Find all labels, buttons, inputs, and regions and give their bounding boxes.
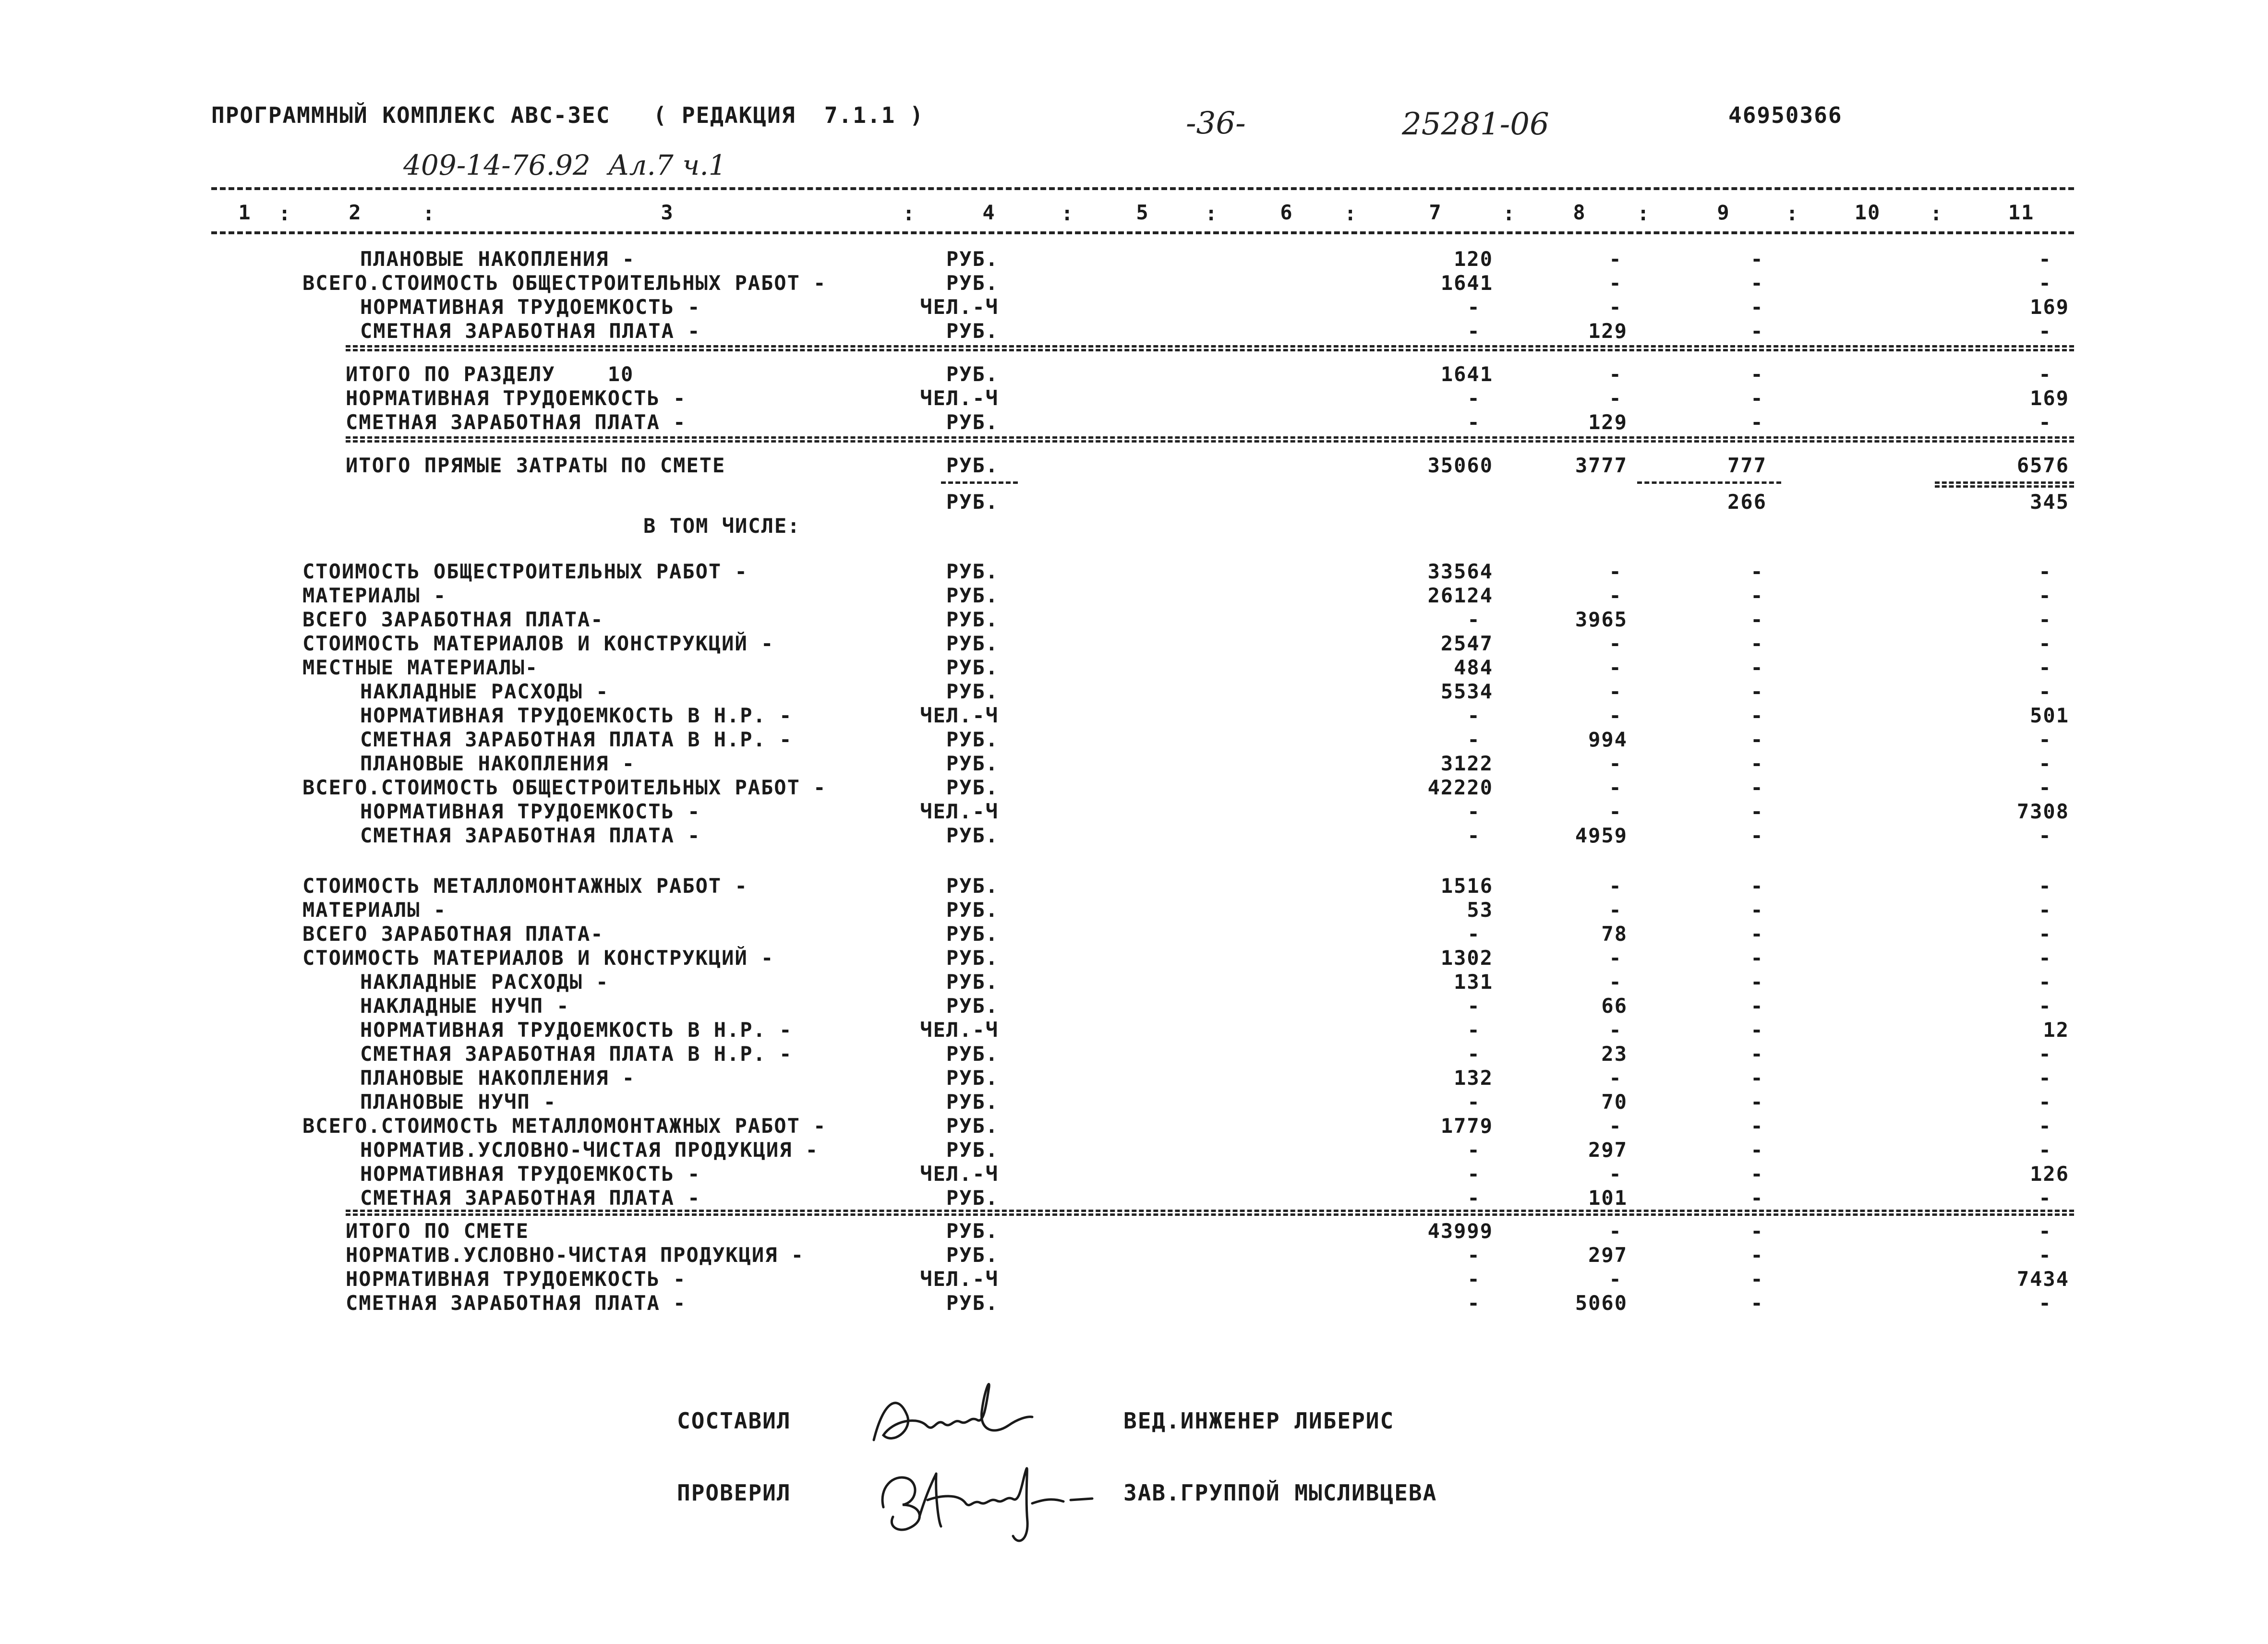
row-unit: ЧЕЛ.-Ч bbox=[920, 1267, 999, 1291]
cell-col11-dash: - bbox=[2039, 584, 2052, 607]
cell-col11-dash: - bbox=[2039, 898, 2052, 922]
row-unit: РУБ. bbox=[946, 1186, 999, 1210]
cell-col7-dash: - bbox=[1467, 295, 1481, 319]
cell-col11-dash: - bbox=[2039, 946, 2052, 970]
row-label: СТОИМОСТЬ ОБЩЕСТРОИТЕЛЬНЫХ РАБОТ - bbox=[302, 560, 748, 583]
row-unit: РУБ. bbox=[946, 728, 999, 751]
cell-col11-dash: - bbox=[2039, 728, 2052, 751]
row-unit: РУБ. bbox=[946, 1219, 999, 1243]
row-unit: РУБ. bbox=[946, 319, 999, 343]
row-label: ПЛАНОВЫЕ НАКОПЛЕНИЯ - bbox=[360, 752, 636, 775]
cell-col11-dash: - bbox=[2039, 970, 2052, 994]
row-unit: РУБ. bbox=[946, 1291, 999, 1315]
row-unit: РУБ. bbox=[946, 454, 999, 477]
cell-col11: 169 bbox=[2030, 386, 2069, 410]
row-label: ПЛАНОВЫЕ НАКОПЛЕНИЯ - bbox=[360, 247, 636, 271]
row-unit: ЧЕЛ.-Ч bbox=[920, 295, 999, 319]
cell-col11: 169 bbox=[2030, 295, 2069, 319]
row-label: НОРМАТИВНАЯ ТРУДОЕМКОСТЬ - bbox=[346, 1267, 687, 1291]
row-label: СТОИМОСТЬ МАТЕРИАЛОВ И КОНСТРУКЦИЙ - bbox=[302, 946, 774, 970]
cell-col8: 3777 bbox=[1575, 454, 1628, 477]
subtotal-rule-col9 bbox=[1637, 481, 1781, 484]
cell-col11-dash: - bbox=[2039, 922, 2052, 946]
cell-col8-dash: - bbox=[1609, 946, 1622, 970]
column-number: 8 bbox=[1573, 201, 1586, 224]
cell-col11-dash: - bbox=[2039, 776, 2052, 799]
row-label: ПЛАНОВЫЕ НАКОПЛЕНИЯ - bbox=[360, 1066, 636, 1090]
cell-col9-dash: - bbox=[1750, 247, 1764, 271]
cell-col8-dash: - bbox=[1609, 632, 1622, 655]
row-unit: РУБ. bbox=[946, 271, 999, 295]
cell-col9-dash: - bbox=[1750, 560, 1764, 583]
cell-col11-dash: - bbox=[2039, 1186, 2052, 1210]
cell-col8-dash: - bbox=[1609, 970, 1622, 994]
column-separator: : bbox=[422, 202, 436, 225]
cell-col7: 1302 bbox=[1440, 946, 1493, 970]
row-label: ВСЕГО.СТОИМОСТЬ ОБЩЕСТРОИТЕЛЬНЫХ РАБОТ - bbox=[302, 776, 827, 799]
cell-col9-dash: - bbox=[1750, 1138, 1764, 1162]
row-label: СМЕТНАЯ ЗАРАБОТНАЯ ПЛАТА В Н.Р. - bbox=[360, 1042, 793, 1066]
column-number: 9 bbox=[1717, 201, 1730, 224]
cell-col9-dash: - bbox=[1750, 1243, 1764, 1267]
subtotal-rule-col11 bbox=[1935, 481, 2074, 484]
cell-col7: 33564 bbox=[1427, 560, 1493, 583]
cell-col9-dash: - bbox=[1750, 898, 1764, 922]
row-label: СМЕТНАЯ ЗАРАБОТНАЯ ПЛАТА - bbox=[360, 1186, 701, 1210]
project-reference: 409-14-76.92 Ал.7 ч.1 bbox=[403, 149, 726, 181]
cell-col8: 78 bbox=[1601, 922, 1628, 946]
cell-col11-dash: - bbox=[2039, 1066, 2052, 1090]
cell-col7-dash: - bbox=[1467, 319, 1481, 343]
row-label: НАКЛАДНЫЕ РАСХОДЫ - bbox=[360, 680, 609, 703]
row-label: НОРМАТИВНАЯ ТРУДОЕМКОСТЬ - bbox=[346, 386, 687, 410]
group-rule-double bbox=[346, 1213, 2074, 1216]
cell-col11-dash: - bbox=[2039, 1090, 2052, 1114]
cell-col7-dash: - bbox=[1467, 1138, 1481, 1162]
cell-col11-dash: - bbox=[2039, 608, 2052, 631]
row-unit: РУБ. bbox=[946, 994, 999, 1018]
cell-col8-dash: - bbox=[1609, 386, 1622, 410]
cell-col9-dash: - bbox=[1750, 874, 1764, 898]
cell-col7: 131 bbox=[1454, 970, 1493, 994]
row-label: СМЕТНАЯ ЗАРАБОТНАЯ ПЛАТА - bbox=[360, 319, 701, 343]
cell-col8-dash: - bbox=[1609, 874, 1622, 898]
subtotal-col11: 345 bbox=[2030, 490, 2069, 514]
cell-col7-dash: - bbox=[1467, 800, 1481, 823]
cell-col7-dash: - bbox=[1467, 410, 1481, 434]
cell-col8-dash: - bbox=[1609, 800, 1622, 823]
row-unit: РУБ. bbox=[946, 946, 999, 970]
row-label: НОРМАТИВНАЯ ТРУДОЕМКОСТЬ - bbox=[360, 800, 701, 823]
row-label: МАТЕРИАЛЫ - bbox=[302, 584, 447, 607]
row-unit: РУБ. bbox=[946, 1066, 999, 1090]
cell-col8-dash: - bbox=[1609, 704, 1622, 727]
cell-col7: 53 bbox=[1467, 898, 1493, 922]
cell-col7-dash: - bbox=[1467, 1018, 1481, 1042]
header-rule-bottom bbox=[211, 231, 2074, 234]
row-unit: РУБ. bbox=[946, 922, 999, 946]
cell-col8-dash: - bbox=[1609, 1018, 1622, 1042]
cell-col7: 3122 bbox=[1440, 752, 1493, 775]
column-number: 7 bbox=[1429, 201, 1442, 224]
column-separator: : bbox=[1930, 202, 1943, 225]
column-number: 3 bbox=[661, 201, 674, 224]
cell-col7: 35060 bbox=[1427, 454, 1493, 477]
signature-compiled bbox=[864, 1373, 1037, 1459]
cell-col11-dash: - bbox=[2039, 1114, 2052, 1138]
cell-col11-dash: - bbox=[2039, 362, 2052, 386]
cell-col9-dash: - bbox=[1750, 776, 1764, 799]
cell-col9-dash: - bbox=[1750, 386, 1764, 410]
column-number: 2 bbox=[349, 201, 362, 224]
row-label: НАКЛАДНЫЕ РАСХОДЫ - bbox=[360, 970, 609, 994]
cell-col9-dash: - bbox=[1750, 752, 1764, 775]
row-label: ПЛАНОВЫЕ НУЧП - bbox=[360, 1090, 557, 1114]
cell-col9-dash: - bbox=[1750, 295, 1764, 319]
cell-col11-dash: - bbox=[2039, 632, 2052, 655]
cell-col8: 66 bbox=[1601, 994, 1628, 1018]
row-label: СМЕТНАЯ ЗАРАБОТНАЯ ПЛАТА - bbox=[360, 824, 701, 847]
row-label: ИТОГО ПРЯМЫЕ ЗАТРАТЫ ПО СМЕТЕ bbox=[346, 454, 726, 477]
cell-col8-dash: - bbox=[1609, 680, 1622, 703]
cell-col11-dash: - bbox=[2039, 1219, 2052, 1243]
cell-col9-dash: - bbox=[1750, 1066, 1764, 1090]
cell-col7: 120 bbox=[1454, 247, 1493, 271]
row-unit: РУБ. bbox=[946, 752, 999, 775]
cell-col7: 43999 bbox=[1427, 1219, 1493, 1243]
cell-col11: 12 bbox=[2043, 1018, 2069, 1042]
cell-col7-dash: - bbox=[1467, 1186, 1481, 1210]
cell-col9-dash: - bbox=[1750, 1090, 1764, 1114]
row-unit: ЧЕЛ.-Ч bbox=[920, 800, 999, 823]
cell-col9-dash: - bbox=[1750, 584, 1764, 607]
column-separator: : bbox=[1503, 202, 1516, 225]
cell-col9-dash: - bbox=[1750, 728, 1764, 751]
column-number: 6 bbox=[1280, 201, 1293, 224]
cell-col8: 23 bbox=[1601, 1042, 1628, 1066]
cell-col8-dash: - bbox=[1609, 1114, 1622, 1138]
row-label: СМЕТНАЯ ЗАРАБОТНАЯ ПЛАТА - bbox=[346, 1291, 687, 1315]
cell-col9-dash: - bbox=[1750, 1291, 1764, 1315]
cell-col11-dash: - bbox=[2039, 560, 2052, 583]
row-unit: ЧЕЛ.-Ч bbox=[920, 704, 999, 727]
row-unit: ЧЕЛ.-Ч bbox=[920, 1018, 999, 1042]
cell-col9-dash: - bbox=[1750, 608, 1764, 631]
row-label: МЕСТНЫЕ МАТЕРИАЛЫ- bbox=[302, 656, 539, 679]
row-unit: РУБ. bbox=[946, 776, 999, 799]
cell-col11-dash: - bbox=[2039, 680, 2052, 703]
cell-col7-dash: - bbox=[1467, 922, 1481, 946]
section-rule-double bbox=[346, 349, 2074, 351]
cell-col7: 1641 bbox=[1440, 362, 1493, 386]
cell-col8: 297 bbox=[1588, 1243, 1628, 1267]
cell-col9-dash: - bbox=[1750, 1018, 1764, 1042]
subtotal-col9: 266 bbox=[1727, 490, 1767, 514]
row-unit: РУБ. bbox=[946, 1138, 999, 1162]
cell-col7-dash: - bbox=[1467, 1042, 1481, 1066]
cell-col11-dash: - bbox=[2039, 656, 2052, 679]
cell-col8: 101 bbox=[1588, 1186, 1628, 1210]
row-label: НОРМАТИВНАЯ ТРУДОЕМКОСТЬ - bbox=[360, 1162, 701, 1186]
cell-col9-dash: - bbox=[1750, 1267, 1764, 1291]
cell-col7-dash: - bbox=[1467, 824, 1481, 847]
compiled-by: ВЕД.ИНЖЕНЕР ЛИБЕРИС bbox=[1123, 1408, 1395, 1434]
cell-col9-dash: - bbox=[1750, 362, 1764, 386]
subtotal-rule-col11b bbox=[1935, 485, 2074, 488]
row-unit: ЧЕЛ.-Ч bbox=[920, 386, 999, 410]
row-unit: РУБ. bbox=[946, 874, 999, 898]
column-separator: : bbox=[1344, 202, 1358, 225]
cell-col7-dash: - bbox=[1467, 704, 1481, 727]
cell-col11-dash: - bbox=[2039, 1138, 2052, 1162]
row-unit: РУБ. bbox=[946, 362, 999, 386]
cell-col8: 4959 bbox=[1575, 824, 1628, 847]
cell-col7: 132 bbox=[1454, 1066, 1493, 1090]
row-label: СМЕТНАЯ ЗАРАБОТНАЯ ПЛАТА - bbox=[346, 410, 687, 434]
column-number: 11 bbox=[2008, 201, 2035, 224]
cell-col8-dash: - bbox=[1609, 1267, 1622, 1291]
cell-col11-dash: - bbox=[2039, 1291, 2052, 1315]
cell-col8: 994 bbox=[1588, 728, 1628, 751]
cell-col11: 7434 bbox=[2016, 1267, 2069, 1291]
cell-col9-dash: - bbox=[1750, 319, 1764, 343]
cell-col7-dash: - bbox=[1467, 994, 1481, 1018]
cell-col7-dash: - bbox=[1467, 386, 1481, 410]
column-separator: : bbox=[278, 202, 292, 225]
cell-col11: 126 bbox=[2030, 1162, 2069, 1186]
cell-col8: 3965 bbox=[1575, 608, 1628, 631]
column-separator: : bbox=[1205, 202, 1218, 225]
row-label: СТОИМОСТЬ МЕТАЛЛОМОНТАЖНЫХ РАБОТ - bbox=[302, 874, 748, 898]
row-unit: РУБ. bbox=[946, 608, 999, 631]
cell-col9-dash: - bbox=[1750, 994, 1764, 1018]
row-label: НАКЛАДНЫЕ НУЧП - bbox=[360, 994, 570, 1018]
cell-col7-dash: - bbox=[1467, 1267, 1481, 1291]
column-separator: : bbox=[1637, 202, 1651, 225]
row-label: ВСЕГО ЗАРАБОТНАЯ ПЛАТА- bbox=[302, 608, 604, 631]
checked-label: ПРОВЕРИЛ bbox=[677, 1480, 791, 1506]
section-rule bbox=[346, 345, 2074, 348]
cell-col9-dash: - bbox=[1750, 1114, 1764, 1138]
cell-col9-dash: - bbox=[1750, 1219, 1764, 1243]
row-unit: РУБ. bbox=[946, 824, 999, 847]
row-label: СМЕТНАЯ ЗАРАБОТНАЯ ПЛАТА В Н.Р. - bbox=[360, 728, 793, 751]
cell-col9-dash: - bbox=[1750, 800, 1764, 823]
cell-col7-dash: - bbox=[1467, 1162, 1481, 1186]
cell-col8-dash: - bbox=[1609, 1162, 1622, 1186]
subtotal-unit: РУБ. bbox=[946, 490, 999, 514]
cell-col9-dash: - bbox=[1750, 656, 1764, 679]
subtotal-rule-unit bbox=[941, 481, 1018, 484]
row-unit: РУБ. bbox=[946, 656, 999, 679]
cell-col7: 1779 bbox=[1440, 1114, 1493, 1138]
row-label: ИТОГО ПО РАЗДЕЛУ 10 bbox=[346, 362, 634, 386]
row-label: ВСЕГО.СТОИМОСТЬ ОБЩЕСТРОИТЕЛЬНЫХ РАБОТ - bbox=[302, 271, 827, 295]
row-label: НОРМАТИВ.УСЛОВНО-ЧИСТАЯ ПРОДУКЦИЯ - bbox=[360, 1138, 819, 1162]
cell-col9-dash: - bbox=[1750, 271, 1764, 295]
cell-col9: 777 bbox=[1727, 454, 1767, 477]
cell-col8: 129 bbox=[1588, 319, 1628, 343]
checked-by: ЗАВ.ГРУППОЙ МЫСЛИВЦЕВА bbox=[1123, 1480, 1437, 1506]
row-unit: РУБ. bbox=[946, 898, 999, 922]
in-that-number-label: В ТОМ ЧИСЛЕ: bbox=[643, 514, 801, 538]
cell-col11-dash: - bbox=[2039, 410, 2052, 434]
row-unit: РУБ. bbox=[946, 1114, 999, 1138]
row-label: НОРМАТИВНАЯ ТРУДОЕМКОСТЬ - bbox=[360, 295, 701, 319]
cell-col7: 5534 bbox=[1440, 680, 1493, 703]
cell-col9-dash: - bbox=[1750, 946, 1764, 970]
cell-col11-dash: - bbox=[2039, 319, 2052, 343]
cell-col8-dash: - bbox=[1609, 776, 1622, 799]
row-label: НОРМАТИВНАЯ ТРУДОЕМКОСТЬ В Н.Р. - bbox=[360, 1018, 793, 1042]
cell-col11-dash: - bbox=[2039, 271, 2052, 295]
cell-col7: 42220 bbox=[1427, 776, 1493, 799]
cell-col7: 26124 bbox=[1427, 584, 1493, 607]
cell-col8-dash: - bbox=[1609, 271, 1622, 295]
cell-col9-dash: - bbox=[1750, 632, 1764, 655]
doc-number: 25281-06 bbox=[1402, 107, 1549, 142]
cell-col8-dash: - bbox=[1609, 752, 1622, 775]
cell-col9-dash: - bbox=[1750, 1186, 1764, 1210]
cell-col7: 1641 bbox=[1440, 271, 1493, 295]
cell-col11: 6576 bbox=[2016, 454, 2069, 477]
page-number: -36- bbox=[1186, 106, 1246, 141]
cell-col9-dash: - bbox=[1750, 824, 1764, 847]
cell-col8: 129 bbox=[1588, 410, 1628, 434]
cell-col7-dash: - bbox=[1467, 728, 1481, 751]
cell-col8-dash: - bbox=[1609, 362, 1622, 386]
row-unit: РУБ. bbox=[946, 1042, 999, 1066]
cell-col9-dash: - bbox=[1750, 680, 1764, 703]
cell-col7: 484 bbox=[1454, 656, 1493, 679]
cell-col8-dash: - bbox=[1609, 584, 1622, 607]
cell-col8-dash: - bbox=[1609, 656, 1622, 679]
cell-col11-dash: - bbox=[2039, 994, 2052, 1018]
column-separator: : bbox=[903, 202, 916, 225]
cell-col8-dash: - bbox=[1609, 898, 1622, 922]
column-separator: : bbox=[1061, 202, 1074, 225]
cell-col11: 7308 bbox=[2016, 800, 2069, 823]
compiled-label: СОСТАВИЛ bbox=[677, 1408, 791, 1434]
group-rule bbox=[346, 1210, 2074, 1212]
row-label: ВСЕГО ЗАРАБОТНАЯ ПЛАТА- bbox=[302, 922, 604, 946]
cell-col9-dash: - bbox=[1750, 922, 1764, 946]
column-number: 4 bbox=[982, 201, 996, 224]
row-label: МАТЕРИАЛЫ - bbox=[302, 898, 447, 922]
cell-col11-dash: - bbox=[2039, 874, 2052, 898]
cell-col8: 297 bbox=[1588, 1138, 1628, 1162]
row-label: ИТОГО ПО СМЕТЕ bbox=[346, 1219, 530, 1243]
cell-col8: 5060 bbox=[1575, 1291, 1628, 1315]
row-unit: РУБ. bbox=[946, 410, 999, 434]
column-separator: : bbox=[1786, 202, 1799, 225]
section-rule bbox=[346, 436, 2074, 439]
cell-col9-dash: - bbox=[1750, 970, 1764, 994]
cell-col7-dash: - bbox=[1467, 1243, 1481, 1267]
row-unit: РУБ. bbox=[946, 247, 999, 271]
cell-col7: 2547 bbox=[1440, 632, 1493, 655]
row-unit: РУБ. bbox=[946, 584, 999, 607]
row-unit: РУБ. bbox=[946, 970, 999, 994]
column-number: 5 bbox=[1136, 201, 1149, 224]
column-number: 10 bbox=[1854, 201, 1881, 224]
row-label: НОРМАТИВ.УСЛОВНО-ЧИСТАЯ ПРОДУКЦИЯ - bbox=[346, 1243, 805, 1267]
cell-col11-dash: - bbox=[2039, 824, 2052, 847]
cell-col9-dash: - bbox=[1750, 1042, 1764, 1066]
row-unit: РУБ. bbox=[946, 1243, 999, 1267]
cell-col11: 501 bbox=[2030, 704, 2069, 727]
cell-col11-dash: - bbox=[2039, 247, 2052, 271]
header-rule-top bbox=[211, 187, 2074, 190]
column-number: 1 bbox=[238, 201, 252, 224]
program-title: ПРОГРАММНЫЙ КОМПЛЕКС АВС-3ЕС ( РЕДАКЦИЯ 7.1.1 ) bbox=[211, 102, 924, 128]
cell-col8-dash: - bbox=[1609, 247, 1622, 271]
cell-col8: 70 bbox=[1601, 1090, 1628, 1114]
row-unit: ЧЕЛ.-Ч bbox=[920, 1162, 999, 1186]
cell-col9-dash: - bbox=[1750, 704, 1764, 727]
row-unit: РУБ. bbox=[946, 680, 999, 703]
row-label: НОРМАТИВНАЯ ТРУДОЕМКОСТЬ В Н.Р. - bbox=[360, 704, 793, 727]
cell-col9-dash: - bbox=[1750, 1162, 1764, 1186]
cell-col8-dash: - bbox=[1609, 295, 1622, 319]
cell-col11-dash: - bbox=[2039, 1243, 2052, 1267]
doc-code: 46950366 bbox=[1728, 102, 1843, 128]
row-label: СТОИМОСТЬ МАТЕРИАЛОВ И КОНСТРУКЦИЙ - bbox=[302, 632, 774, 655]
row-unit: РУБ. bbox=[946, 632, 999, 655]
signature-checked bbox=[874, 1450, 1104, 1550]
row-unit: РУБ. bbox=[946, 1090, 999, 1114]
section-rule-double bbox=[346, 440, 2074, 443]
cell-col7-dash: - bbox=[1467, 1291, 1481, 1315]
cell-col8-dash: - bbox=[1609, 1219, 1622, 1243]
cell-col8-dash: - bbox=[1609, 1066, 1622, 1090]
row-label: ВСЕГО.СТОИМОСТЬ МЕТАЛЛОМОНТАЖНЫХ РАБОТ - bbox=[302, 1114, 827, 1138]
cell-col9-dash: - bbox=[1750, 410, 1764, 434]
row-unit: РУБ. bbox=[946, 560, 999, 583]
cell-col11-dash: - bbox=[2039, 752, 2052, 775]
cell-col7: 1516 bbox=[1440, 874, 1493, 898]
cell-col11-dash: - bbox=[2039, 1042, 2052, 1066]
cell-col7-dash: - bbox=[1467, 608, 1481, 631]
cell-col7-dash: - bbox=[1467, 1090, 1481, 1114]
cell-col8-dash: - bbox=[1609, 560, 1622, 583]
